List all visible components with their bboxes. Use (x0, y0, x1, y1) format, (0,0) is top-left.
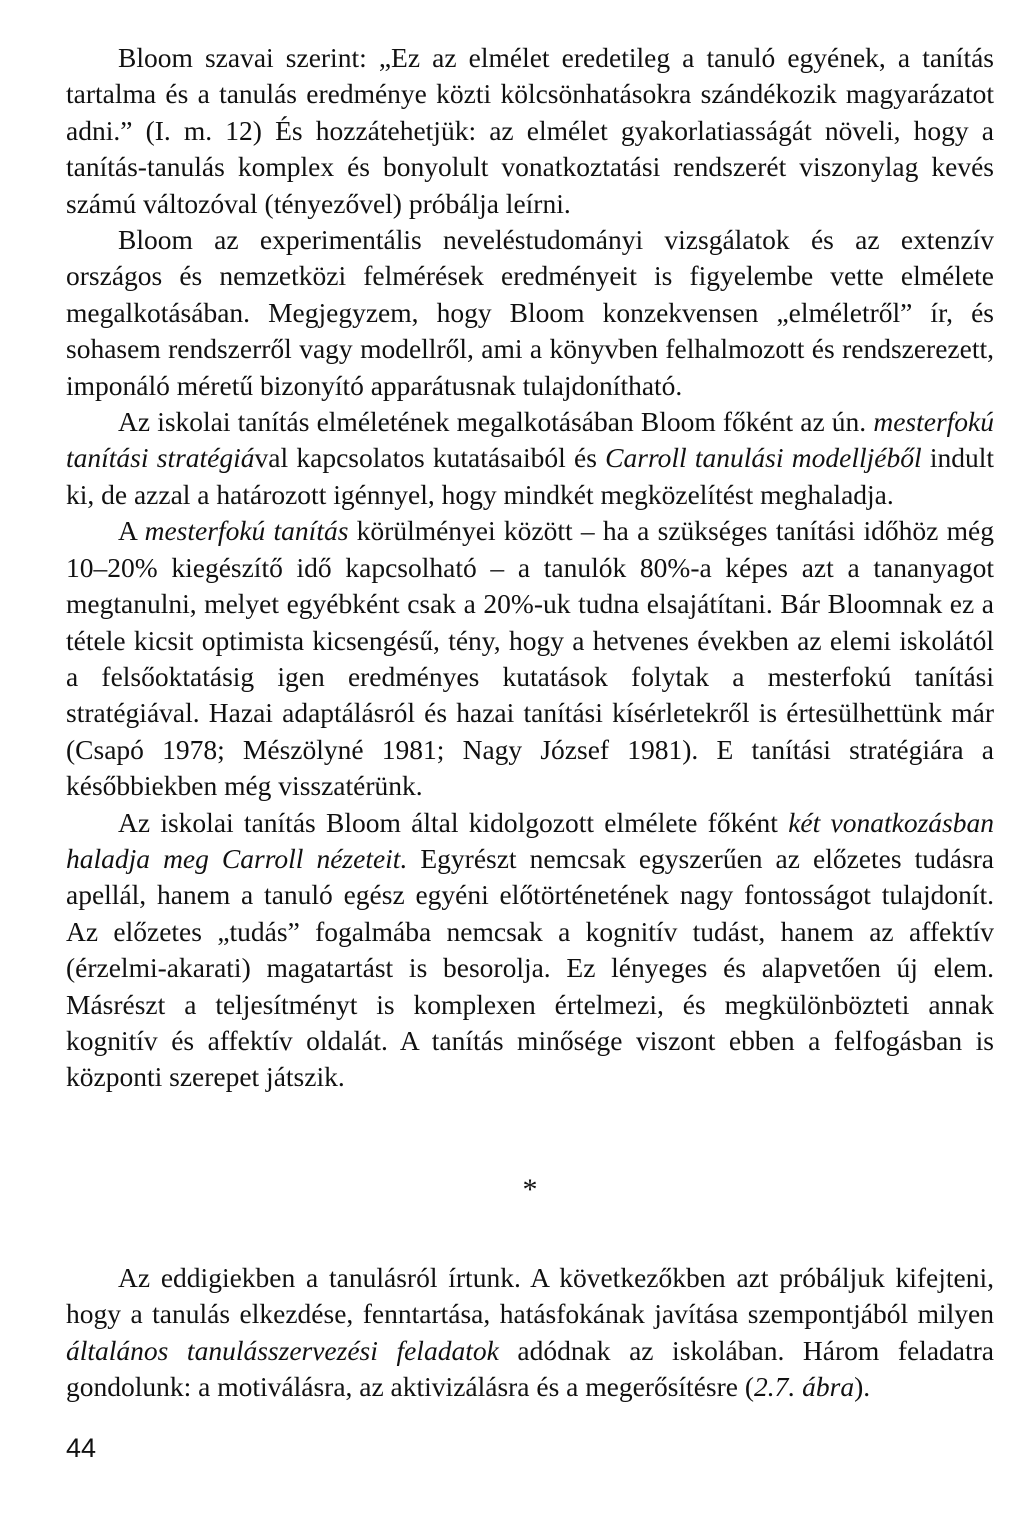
text-run: val kapcsolatos kutatásaiból és (254, 442, 606, 474)
book-page (66, 40, 994, 1405)
text-run: Az eddigiekben a tanulásról írtunk. A következőkben azt próbáljuk kifejteni, hogy a tanulás elkezdése, fenntartása, hatásfokának javítása szempontjából milyen (66, 1261, 994, 1330)
paragraph-mastery-teaching (66, 513, 994, 804)
italic-text: Carroll tanulási modelljéből (605, 442, 922, 474)
text-run: Az iskolai tanítás Bloom által kidolgozott elmélete főként (118, 806, 789, 838)
text-run: ). (854, 1371, 871, 1402)
paragraph-carroll-comparison (66, 805, 994, 1096)
paragraph-learning-tasks (66, 1260, 994, 1406)
page-number: 44 (66, 1433, 97, 1463)
text-run: A (118, 515, 145, 547)
paragraph-mastery-strategy (66, 404, 994, 513)
italic-text: 2.7. ábra (754, 1371, 855, 1402)
text-run: körülményei között – ha a szükséges tanítási időhöz még 10–20% kiegészítő idő kapcsolható – a tanulók 80%-a képes azt a tananyagot megtanulni, melyet egyébként csak a 20%-uk tudna elsajátítani. Bár Bloomnak ez a tétele kicsit optimista kicsengésű, tény, hogy a hetvenes években az elemi iskolától a felsőoktatásig igen eredményes kutatások folytak a mesterfokú tanítási stratégiával. Hazai adaptálásról és hazai tanítási kísérletekről is értesülhettünk már (Csapó 1978; Mészölyné 1981; Nagy József 1981). E tanítási stratégiára a későbbiekben még visszatérünk. (66, 515, 994, 802)
paragraph-bloom-quote (66, 40, 994, 222)
body-text (66, 40, 994, 1096)
text-run: Bloom az experimentális neveléstudományi vizsgálatok és az extenzív országos és nemzetközi felmérések eredményeit is figyelembe vette elmélete megalkotásában. Megjegyzem, hogy Bloom konzekvensen „elméletről” ír, és sohasem rendszerről vagy modellről, ami a könyvben felhalmozott és rendszerezett, imponáló méretű bizonyító apparátusnak tulajdonítható. (66, 224, 994, 401)
paragraph-experimental-research (66, 222, 994, 404)
section-separator: * (522, 1172, 538, 1206)
italic-text: mesterfokú tanítás (144, 515, 349, 547)
text-run: Az iskolai tanítás elméletének megalkotásában Bloom főként az ún. (118, 406, 874, 438)
text-run: Egyrészt nemcsak egyszerűen az előzetes tudásra apellál, hanem a tanuló egész egyéni előtörténetének nagy fontosságot tulajdonít. Az előzetes „tudás” fogalmába nemcsak a kognitív tudást, hanem az affektív (érzelmi-akarati) magatartást is besorolja. Ez lényeges és alapvetően új elem. Másrészt a teljesítményt is komplexen értelmezi, és megkülönbözteti annak kognitív és affektív oldalát. A tanítás minősége viszont ebben a felfogásban is központi szerepet játszik. (66, 842, 995, 1093)
text-run: adódnak az iskolában. Három feladatra gondolunk: a motiválásra, az aktivizálásra és a megerősítésre ( (66, 1334, 994, 1402)
text-run: indult ki, de azzal a határozott igénnyel, hogy mindkét megközelítést meghaladja. (66, 442, 994, 510)
italic-text: általános tanulásszervezési feladatok (66, 1334, 499, 1366)
italic-text: mesterfokú tanítási stratégiá (66, 406, 994, 474)
italic-text: két vonatkozásban haladja meg Carroll nézeteit. (66, 806, 994, 874)
text-run: Bloom szavai szerint: „Ez az elmélet eredetileg a tanuló egyének, a tanítás tartalma és a tanulás eredménye közti kölcsönhatásokra szándékozik magyarázatot adni.” (I. m. 12) És hozzátehetjük: az elmélet gyakorlatiasságát növeli, hogy a tanítás-tanulás komplex és bonyolult vonatkoztatási rendszerét viszonylag kevés számú változóval (tényezővel) próbálja leírni. (66, 42, 994, 219)
